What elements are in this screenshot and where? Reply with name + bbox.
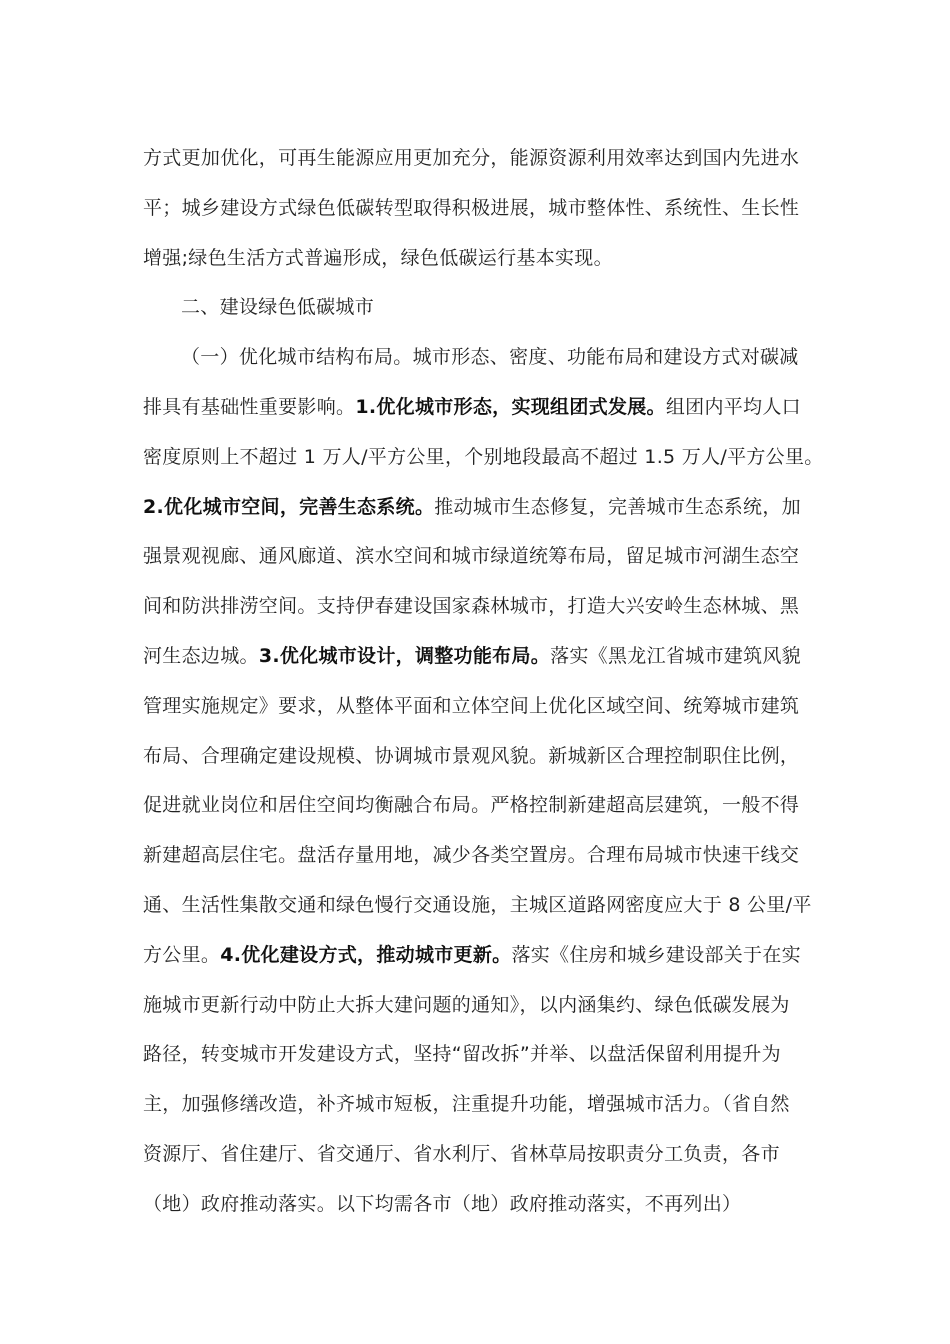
- text-segment: 主，加强修缮改造，补齐城市短板，注重提升功能，增强城市活力。（省自然: [143, 1093, 790, 1116]
- text-segment: 密度原则上不超过 1 万人/平方公里，个别地段最高不超过 1.5 万人/平方公里。: [143, 445, 824, 468]
- text-line: [143, 433, 824, 483]
- text-line: [143, 383, 811, 433]
- text-line: [143, 134, 811, 184]
- text-line: [143, 532, 811, 582]
- text-line: [143, 981, 811, 1031]
- text-segment: 间和防洪排涝空间。支持伊春建设国家森林城市，打造大兴安岭生态林城、黑: [143, 595, 800, 618]
- text-segment: 平；城乡建设方式绿色低碳转型取得积极进展，城市整体性、系统性、生长性: [143, 196, 800, 219]
- text-segment: 推动城市生态修复，完善城市生态系统，加: [434, 495, 801, 518]
- text-segment: （一）优化城市结构布局。城市形态、密度、功能布局和建设方式对碳减: [181, 346, 799, 369]
- text-segment: 方式更加优化，可再生能源应用更加充分，能源资源利用效率达到国内先进水: [143, 147, 800, 169]
- text-line: [143, 1130, 811, 1180]
- bold-subheading: 3.优化城市设计，调整功能布局。: [258, 644, 551, 667]
- text-line: [143, 333, 811, 383]
- text-segment: 方公里。: [143, 943, 221, 966]
- text-segment: 组团内平均人口: [665, 395, 801, 418]
- text-segment: 增强;绿色生活方式普遍形成，绿色低碳运行基本实现。: [143, 246, 613, 269]
- text-line: [143, 184, 811, 234]
- text-segment: 路径，转变城市开发建设方式，坚持“留改拆”并举、以盘活保留利用提升为: [143, 1043, 781, 1066]
- text-segment: 新建超高层住宅。盘活存量用地，减少各类空置房。合理布局城市快速干线交: [143, 844, 800, 867]
- text-line: [143, 483, 811, 533]
- text-segment: 强景观视廊、通风廊道、滨水空间和城市绿道统筹布局，留足城市河湖生态空: [143, 545, 800, 568]
- bold-subheading: 2.优化城市空间，完善生态系统。: [143, 495, 435, 518]
- text-line: [143, 781, 811, 831]
- text-segment: （地）政府推动落实。以下均需各市（地）政府推动落实，不再列出）: [143, 1192, 742, 1215]
- text-line: [143, 234, 811, 284]
- text-segment: 二、建设绿色低碳城市: [181, 296, 375, 319]
- text-line: [143, 732, 811, 782]
- text-segment: 落实《住房和城乡建设部关于在实: [511, 943, 801, 966]
- text-segment: 资源厅、省住建厅、省交通厅、省水利厅、省林草局按职责分工负责，各市: [143, 1142, 780, 1165]
- section-heading: [143, 283, 811, 333]
- text-segment: 排具有基础性重要影响。: [143, 395, 356, 418]
- text-segment: 施城市更新行动中防止大拆大建问题的通知》，以内涵集约、绿色低碳发展为: [143, 993, 790, 1016]
- text-line: [143, 831, 811, 881]
- bold-subheading: 4.优化建设方式，推动城市更新。: [220, 943, 512, 966]
- document-body: [143, 134, 824, 1230]
- text-segment: 管理实施规定》要求，从整体平面和立体空间上优化区域空间、统筹城市建筑: [143, 694, 800, 717]
- text-segment: 河生态边城。: [143, 644, 259, 667]
- bold-subheading: 1.优化城市形态，实现组团式发展。: [355, 395, 666, 418]
- text-line: [143, 682, 811, 732]
- text-segment: 促进就业岗位和居住空间均衡融合布局。严格控制新建超高层建筑，一般不得: [143, 794, 800, 817]
- text-line: [143, 1180, 811, 1230]
- text-line: [143, 582, 811, 632]
- text-segment: 落实《黑龙江省城市建筑风貌: [550, 644, 801, 667]
- text-line: [143, 881, 811, 931]
- text-line: [143, 1030, 811, 1080]
- text-segment: 布局、合理确定建设规模、协调城市景观风貌。新城新区合理控制职住比例，: [143, 744, 800, 767]
- text-segment: 通、生活性集散交通和绿色慢行交通设施，主城区道路网密度应大于 8 公里/平: [143, 893, 812, 916]
- text-line: [143, 1080, 811, 1130]
- text-line: [143, 632, 811, 682]
- text-line: [143, 931, 811, 981]
